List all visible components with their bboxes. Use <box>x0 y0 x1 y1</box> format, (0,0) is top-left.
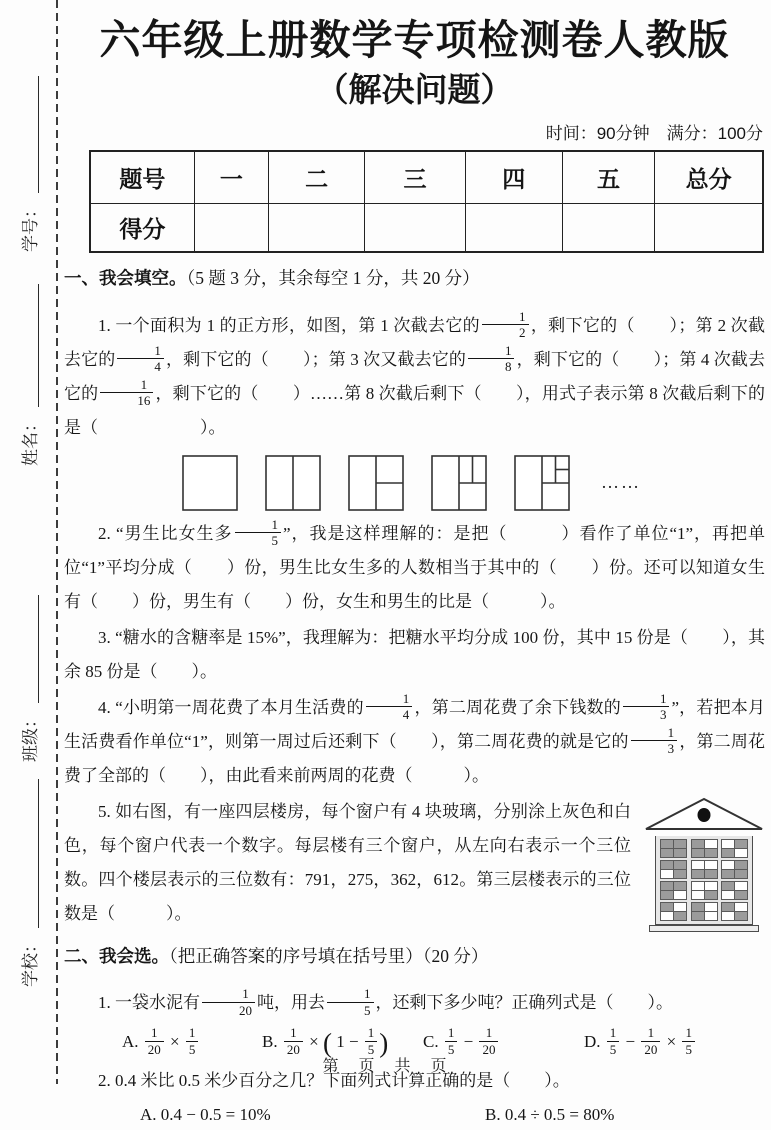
house-base <box>649 925 759 932</box>
house-roof <box>645 797 763 831</box>
gray-pane <box>735 840 747 848</box>
big-paren: ) <box>379 1028 389 1059</box>
white-pane <box>722 840 734 848</box>
gray-pane <box>735 861 747 869</box>
white-pane <box>722 912 734 920</box>
exam-info: 时间：90分钟 满分：100分 <box>545 124 763 144</box>
answer-option: D. $\frac{1}{5}$ − $\frac{1}{20}$ × $\frac{1}{5}$ <box>584 1022 697 1062</box>
gray-pane <box>661 891 673 899</box>
gray-pane <box>705 849 717 857</box>
white-pane <box>705 903 717 911</box>
fraction: $\frac{1}{4}$ <box>117 344 164 374</box>
gray-pane <box>692 912 704 920</box>
seal-field-student-id <box>13 76 43 252</box>
white-pane <box>735 882 747 890</box>
white-pane <box>705 861 717 869</box>
gray-pane <box>674 840 686 848</box>
white-pane <box>674 903 686 911</box>
fraction: $\frac{1}{5}$ <box>235 518 282 548</box>
house-window <box>691 860 718 879</box>
score-cell <box>194 204 268 253</box>
section2-question-2: 2. 0.4 米比 0.5 米少百分之几？下面列式计算正确的是（ ）。 <box>98 1071 570 1091</box>
question-2-options <box>64 1100 765 1130</box>
white-pane <box>735 849 747 857</box>
fraction: $\frac{1}{20}$ <box>202 987 255 1017</box>
seal-field-class <box>13 595 43 762</box>
score-table-column-header: 四 <box>465 151 562 204</box>
seal-field-school <box>13 779 43 987</box>
section2-heading <box>64 943 765 969</box>
class-label: 班级： <box>20 711 40 762</box>
fraction: $\frac{1}{20}$ <box>145 1026 164 1056</box>
gray-pane <box>692 849 704 857</box>
fraction: $\frac{1}{5}$ <box>365 1026 378 1056</box>
section2-question-1: 1. 一袋水泥有 $\frac{1}{20}$ 吨，用去 $\frac{1}{5}$ ，还剩下多少吨？正确列式是（ ）。 <box>98 986 673 1018</box>
gray-pane <box>735 891 747 899</box>
fraction: $\frac{1}{5}$ <box>445 1026 458 1056</box>
page-subtitle: （解决问题） <box>315 71 514 109</box>
gray-pane <box>674 870 686 878</box>
house-floor <box>660 881 748 900</box>
seal-dashed-line <box>56 0 58 1084</box>
figure-ellipsis: …… <box>601 472 641 493</box>
section2-heading-label: 二、我会选。 <box>64 945 169 966</box>
gray-pane <box>705 870 717 878</box>
student-id-write-line <box>38 76 39 193</box>
question-1: 1. 一个面积为 1 的正方形，如图，第 1 次截去它的 $\frac{1}{2}$ ，剩下它的（ ）；第 2 次截去它的 $\frac{1}{4}$ ，剩下它的（ ）；第 3 次又截去它的 $\frac{1}{8}$ ，剩下它的（ ）；第 4 次截去它的 $\frac{1}{16}$ ，剩下它的（ ）……第 8 次截后剩下（ ），用式子表示第 8 次截后剩下的是（ ）。 <box>64 308 766 437</box>
gray-pane <box>722 849 734 857</box>
fraction: $\frac{1}{2}$ <box>482 310 529 340</box>
question-4: 4. “小明第一周花费了本月生活费的 $\frac{1}{4}$ ，第二周花费了余下钱数的 $\frac{1}{3}$ ”，若把本月生活费看作单位“1”，则第一周过后还剩下（ ），第二周花费的就是它的 $\frac{1}{3}$ ，第二周花费了全部的（ ），由此看来前两周的花费（ ）。 <box>64 690 765 785</box>
gray-pane <box>735 870 747 878</box>
fraction: $\frac{1}{4}$ <box>366 692 413 722</box>
score-table <box>89 150 764 253</box>
house-floors <box>655 836 753 925</box>
fraction: $\frac{1}{8}$ <box>468 344 515 374</box>
answer-option: B. 0.4 ÷ 0.5 = 80% <box>485 1105 615 1125</box>
score-table-column-header: 五 <box>562 151 654 204</box>
square-step-1 <box>182 455 238 511</box>
gray-pane <box>661 903 673 911</box>
house-window <box>721 860 748 879</box>
gray-pane <box>661 861 673 869</box>
house-floor <box>660 902 748 921</box>
school-write-line <box>38 779 39 928</box>
score-table-score-row <box>90 204 763 253</box>
big-paren: ( <box>322 1028 332 1059</box>
gray-pane <box>661 840 673 848</box>
exam-paper <box>64 0 765 1130</box>
class-write-line <box>38 595 39 703</box>
score-table-column-header: 二 <box>269 151 365 204</box>
student-id-label: 学号： <box>20 201 40 252</box>
gray-pane <box>692 870 704 878</box>
white-pane <box>705 912 717 920</box>
house-window <box>660 839 687 858</box>
white-pane <box>722 861 734 869</box>
score-cell <box>365 204 465 253</box>
white-pane <box>674 891 686 899</box>
score-cell <box>465 204 562 253</box>
seal-field-name <box>13 284 43 466</box>
gray-pane <box>692 903 704 911</box>
white-pane <box>705 840 717 848</box>
fraction: $\frac{1}{20}$ <box>479 1026 498 1056</box>
house-window <box>721 881 748 900</box>
score-cell <box>562 204 654 253</box>
score-table-row-header: 题号 <box>90 151 194 204</box>
gray-pane <box>722 903 734 911</box>
gray-pane <box>722 870 734 878</box>
fraction: $\frac{1}{20}$ <box>641 1026 660 1056</box>
section1-heading-note: （5 题 3 分，其余每空 1 分，共 20 分） <box>186 268 480 289</box>
square-step-3 <box>348 455 404 511</box>
page-footer: 第 页 共 页 <box>322 1058 449 1075</box>
house-floor <box>660 839 748 858</box>
section1-heading <box>64 265 765 291</box>
house-window <box>660 881 687 900</box>
house-window <box>691 839 718 858</box>
white-pane <box>735 903 747 911</box>
white-pane <box>692 891 704 899</box>
gray-pane <box>705 891 717 899</box>
house-window <box>660 860 687 879</box>
house-window <box>660 902 687 921</box>
squares-figure <box>182 455 765 511</box>
fraction: $\frac{1}{5}$ <box>607 1026 620 1056</box>
house-window <box>721 839 748 858</box>
section1-heading-label: 一、我会填空。 <box>64 268 187 289</box>
house-figure <box>645 797 763 932</box>
fraction: $\frac{1}{5}$ <box>682 1026 695 1056</box>
score-table-column-header: 一 <box>194 151 268 204</box>
fraction: $\frac{1}{20}$ <box>284 1026 303 1056</box>
answer-option: B. $\frac{1}{20}$ × ( 1 − $\frac{1}{5}$ ) <box>262 1025 389 1059</box>
white-pane <box>722 891 734 899</box>
house-window <box>721 902 748 921</box>
page-title: 六年级上册数学专项检测卷人教版 <box>99 17 730 63</box>
gray-pane <box>674 849 686 857</box>
question-5: 5. 如右图，有一座四层楼房，每个窗户有 4 块玻璃，分别涂上灰色和白色，每个窗户代表一个数字。每层楼有三个窗户，从左向右表示一个三位数。四个楼层表示的三位数有：791，275，362，612。第三层楼表示的三位数是（ ）。 <box>64 801 631 923</box>
question-2: 2. “男生比女生多 $\frac{1}{5}$ ”，我是这样理解的：是把（ ）看作了单位“1”，再把单位“1”平均分成（ ）份，男生比女生多的人数相当于其中的（ ）份。还可以知道女生有（ ）份，男生有（ ）份，女生和男生的比是（ ）。 <box>64 516 766 611</box>
white-pane <box>692 861 704 869</box>
house-window <box>691 881 718 900</box>
square-step-4 <box>431 455 487 511</box>
white-pane <box>661 870 673 878</box>
fraction: $\frac{1}{16}$ <box>100 378 153 408</box>
gray-pane <box>674 882 686 890</box>
gray-pane <box>674 912 686 920</box>
gray-pane <box>735 912 747 920</box>
attic-dot <box>698 808 711 822</box>
score-cell <box>269 204 365 253</box>
fraction: $\frac{1}{3}$ <box>631 726 678 756</box>
fraction: $\frac{1}{5}$ <box>327 987 374 1017</box>
answer-option: A. 0.4 − 0.5 = 10% <box>140 1105 271 1125</box>
fraction: $\frac{1}{5}$ <box>186 1026 199 1056</box>
answer-option: A. $\frac{1}{20}$ × $\frac{1}{5}$ <box>122 1022 262 1062</box>
square-step-5 <box>514 455 570 511</box>
fraction: $\frac{1}{3}$ <box>623 692 670 722</box>
score-table-column-header: 总分 <box>655 151 763 204</box>
question-3: 3. “糖水的含糖率是 15%”，我理解为：把糖水平均分成 100 份，其中 15 份是（ ），其余 85 份是（ ）。 <box>64 627 765 681</box>
school-label: 学校： <box>20 936 40 987</box>
gray-pane <box>661 882 673 890</box>
house-floor <box>660 860 748 879</box>
score-cell <box>655 204 763 253</box>
score-table-column-header: 三 <box>365 151 465 204</box>
score-table-header-row <box>90 151 763 204</box>
name-write-line <box>38 284 39 407</box>
house-window <box>691 902 718 921</box>
section2-heading-note: （把正确答案的序号填在括号里）（20 分） <box>169 945 489 966</box>
white-pane <box>705 882 717 890</box>
square-step-2 <box>265 455 321 511</box>
gray-pane <box>692 840 704 848</box>
white-pane <box>661 912 673 920</box>
score-row-header: 得分 <box>90 204 194 253</box>
answer-option: C. $\frac{1}{5}$ − $\frac{1}{20}$ <box>423 1022 584 1062</box>
gray-pane <box>674 861 686 869</box>
gray-pane <box>722 882 734 890</box>
white-pane <box>692 882 704 890</box>
gray-pane <box>661 849 673 857</box>
name-label: 姓名： <box>20 415 40 466</box>
